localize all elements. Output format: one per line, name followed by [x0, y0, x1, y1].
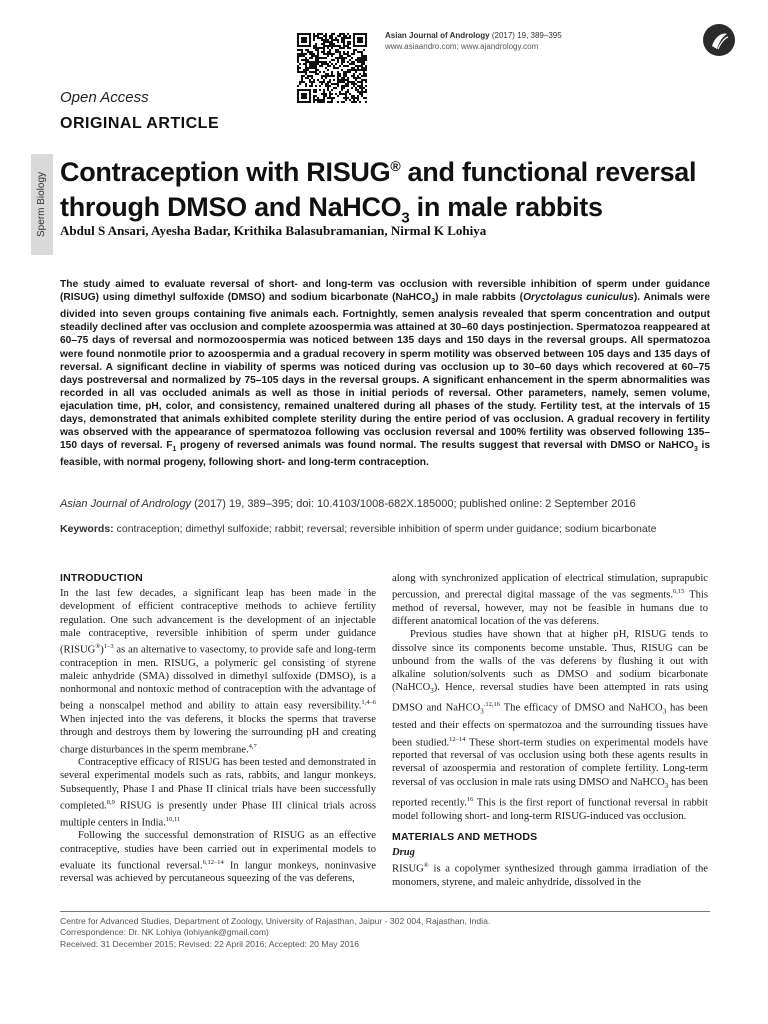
intro-paragraph-3: Following the successful demonstration of RISUG as an effective contraceptive, studies have been carried out in experimental models to evaluate its functional reversal.$^{6,12-14}$ In langur monkeys, noninvasive reversal was achieved by percutaneous squeezing of the vas deferens, — [60, 830, 376, 885]
footer-divider — [60, 911, 710, 912]
left-column — [60, 572, 376, 886]
affiliation: Centre for Advanced Studies, Department of Zoology, University of Rajasthan, Jaipur - 302 004, Rajasthan, India. — [60, 916, 491, 926]
correspondence[interactable]: Correspondence: Dr. NK Lohiya (lohiyank@gmail.com) — [60, 927, 269, 938]
intro-paragraph-4: along with synchronized application of electrical stimulation, suprapubic percussion, and prerectal digital massage of the vas segments.$^{6,15}$ This method of reversal, however, may not be feasible in humans due to different anatomical location of the vas deferens. — [392, 573, 708, 628]
journal-info — [385, 30, 562, 52]
abstract: The study aimed to evaluate reversal of short- and long-term vas occlusion with reversible inhibition of sperm under guidance (RISUG) using dimethyl sulfoxide (DMSO) and sodium bicarbonate (NaHCO$_3$) in male rabbits (Oryctolagus cuniculus). Animals were divided into seven groups containing five animals each. Fortnightly, semen analysis revealed that sperm concentration and output steadily declined after vas occlusion and complete azoospermia was attained at 30–60 days postinjection. Spermatozoa reappeared at 60–75 days of reversal and normozoospermia was noticed between 135 days and 150 days in the reversal groups. All spermatozoa were found nonmotile prior to azoospermia and a gradual recovery in sperm motility was observed between 105 days and 135 days of reversal. A significant decline in viability of sperms was noticed during vas occlusion up to 30–60 days which recovered at 60–75 days postreversal and normalized by 75–105 days in the reversal groups. A significant enhancement in the sperm abnormalities was recorded in all vas occluded animals as well as those in initial periods of reversal. Other parameters, namely, semen volume, ejaculation time, pH, color, and consistency, remained unaltered during all phases of the study. Fertility test, at the intervals of 15 days, demonstrated that animals exhibited complete sterility during the entire period of vas occlusion. A gradual recovery in fertility was observed with the appearance of spermatozoa following vas occlusion reversal and 100% fertility was observed following 135–150 days of reversal. $F_1$ progeny of reversed animals was found normal. The results suggest that reversal with DMSO or NaHCO$_3$ is feasible, with normal progeny, following short- and long-term contraception. — [60, 279, 711, 469]
qr-code-icon — [297, 33, 367, 103]
article-title: Contraception with RISUG® and functional reversal through DMSO and NaHCO$_3$ in male rabbits — [60, 157, 697, 227]
open-access-label: Open Access — [60, 89, 149, 106]
intro-paragraph-1: In the last few decades, a significant leap has been made in the development of efficient contraceptive methods to achieve fertility regulation. One such advancement is the development of an injectable male contraceptive, reversible inhibition of sperm under guidance (RISUG®)$^{1-3}$ as an alternative to vasectomy, to provide safe and long-term contraception in men. RISUG, a polymeric gel consisting of styrene maleic anhydride (SMA) dissolved in dimethyl sulfoxide (DMSO), is a nonhormonal and nontoxic method of contraception with the advantage of being a nonscalpel method and ability to attain easy reversibility.$^{1,4-6}$ When injected into the vas deferens, it blocks the sperms that traverse through and destroys them by lowering the surrounding pH and creating charge disturbances in the sperm membrane.$^{4,7}$ — [60, 588, 376, 756]
journal-urls[interactable]: www.asiaandro.com; www.ajandrology.com — [385, 42, 539, 51]
journal-logo-icon — [701, 22, 737, 58]
intro-paragraph-5: Previous studies have shown that at higher pH, RISUG tends to dissolve since its components become unstable. Thus, RISUG can be unbound from the walls of the vas deferens by flushing it out with alkaline solution/solvents such as DMSO and sodium bicarbonate (NaHCO$_3$). Hence, reversal studies have been attempted in rats using DMSO and NaHCO$_3^{.12,16}$ The efficacy of DMSO and NaHCO$_3$ has been tested and their effects on spermatozoa and the surrounding tissues have been studied.$^{12-14}$ These short-term studies on experimental models have reported that reversal of vas occlusion using both these agents results in reversal of azoospermia and restoration of complete fertility. Long-term reversal of vas occlusion in male rats using DMSO and NaHCO$_3$ has been reported recently.$^{16}$ This is the first report of functional reversal in rabbit model following short- and long-term RISUG-induced vas occlusion. — [392, 629, 708, 822]
section-side-tab — [31, 154, 53, 255]
article-dates: Received: 31 December 2015; Revised: 22 April 2016; Accepted: 20 May 2016 — [60, 938, 360, 949]
citation-line: Asian Journal of Andrology (2017) 19, 389–395; doi: 10.4103/1008-682X.185000; published online: 2 September 2016 — [60, 498, 636, 510]
author-list: Abdul S Ansari, Ayesha Badar, Krithika Balasubramanian, Nirmal K Lohiya — [60, 223, 487, 238]
journal-title: Asian Journal of Andrology — [385, 31, 490, 40]
intro-paragraph-2: Contraceptive efficacy of RISUG has been tested and demonstrated in several experimental models such as rats, rabbits, and langur monkeys. Subsequently, Phase I and Phase II clinical trials have been successfully completed.$^{8,9}$ RISUG is presently under Phase III clinical trials across multiple centers in India.$^{10,11}$ — [60, 757, 376, 829]
right-column — [392, 572, 708, 889]
introduction-heading: INTRODUCTION — [60, 572, 143, 584]
footer — [60, 916, 720, 950]
article-type: ORIGINAL ARTICLE — [60, 115, 220, 132]
methods-heading: MATERIALS AND METHODS — [392, 830, 538, 843]
side-tab-label: Sperm Biology — [36, 171, 48, 238]
methods-paragraph-1: RISUG® is a copolymer synthesized through gamma irradiation of the monomers, styrene, and maleic anhydride, dissolved in the — [392, 862, 708, 889]
keywords: Keywords: contraception; dimethyl sulfoxide; rabbit; reversal; reversible inhibition of sperm under guidance; sodium bicarbonate — [60, 523, 657, 535]
journal-meta: (2017) 19, 389–395 — [491, 31, 562, 40]
drug-subheading: Drug — [392, 847, 415, 859]
